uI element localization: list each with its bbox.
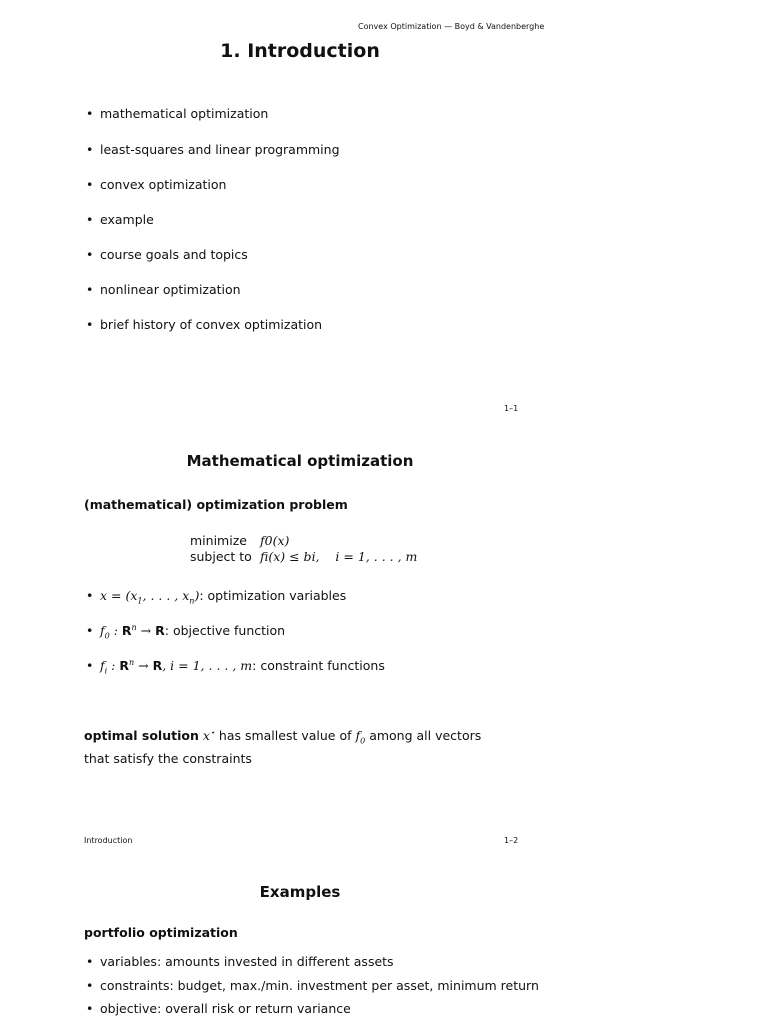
list-item: • course goals and topics	[86, 247, 248, 262]
list-item: • least-squares and linear programming	[86, 142, 340, 157]
objective-expression: f0(x)	[260, 533, 290, 548]
optimal-solution-paragraph: optimal solution x⋆ has smallest value of $f_0$ among all vectors that satisfy the constraints	[84, 728, 482, 766]
slide-3-title: Examples	[259, 883, 341, 901]
slide-1-title: 1. Introduction	[220, 40, 380, 62]
list-item: • $x = (x_1$, . . . , $x_n$): optimization variables	[86, 588, 347, 606]
subject-to-label: subject to	[190, 549, 252, 564]
list-item: • brief history of convex optimization	[86, 317, 323, 332]
list-item: • mathematical optimization	[86, 106, 269, 121]
running-header: Convex Optimization — Boyd & Vandenberghe	[358, 22, 545, 31]
section-heading: portfolio optimization	[84, 925, 238, 940]
page-number: 1–2	[504, 836, 519, 845]
footer-section: Introduction	[84, 836, 133, 845]
constraint-expression: fi(x) ≤ bi, i = 1, . . . , m	[260, 549, 418, 564]
list-item: • example	[86, 212, 154, 227]
page-number: 1–1	[504, 404, 519, 413]
list-item: • $f_0$ : $R^n \to R$: objective function	[86, 623, 286, 641]
minimize-label: minimize	[190, 533, 247, 548]
section-heading: (mathematical) optimization problem	[84, 497, 348, 512]
list-item: • convex optimization	[86, 177, 227, 192]
list-item: • constraints: budget, max./min. investment per asset, minimum return	[86, 978, 539, 993]
list-item: • nonlinear optimization	[86, 282, 241, 297]
list-item: • variables: amounts invested in different assets	[86, 954, 394, 969]
list-item: • $f_i$ : $R^n \to R$, i = 1, . . . , m: constraint functions	[86, 658, 385, 676]
list-item: • objective: overall risk or return variance	[86, 1001, 351, 1016]
slide-2-title: Mathematical optimization	[186, 452, 414, 470]
